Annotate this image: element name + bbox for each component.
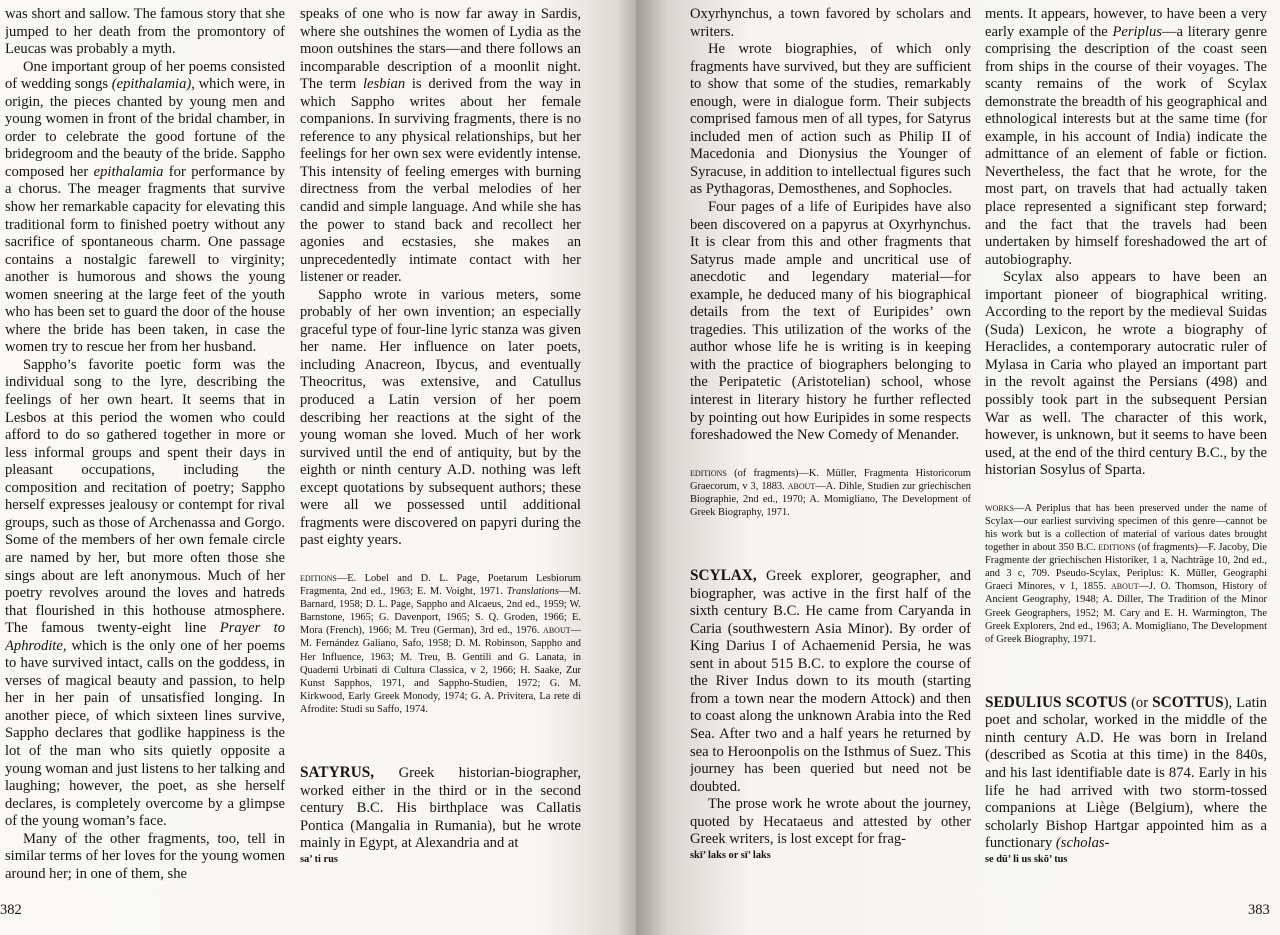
paragraph: Many of the other fragments, too, tell in similar terms of her loves for the young women around her; in one of them, she xyxy=(5,830,285,882)
bibliography-scylax: works—A Periplus that has been preserved under the name of Scylax—our earliest surviving specimen of this genre—cannot be his work but is a collection of material of various dates brought together in about 350 B.C. editions (of fragments)—F. Jacoby, Die Fragmente der griechischen Historiker, 1 a, Nachträge 10, 2nd ed., and 3 c, 709. Pseudo-Scylax, Periplus: K. Müller, Geographi Graeci Minores, v 1, 1855. about—J. O. Thomson, History of Ancient Geography, 1948; A. Diller, The Tradition of the Minor Greek Geographers, 1952; M. Cary and E. H. Warmington, The Greek Explorers, 2nd ed., 1963; A. Momigliano, The Development of Greek Biography, 1971. xyxy=(985,501,1267,645)
paragraph: ments. It appears, however, to have been a very early example of the Periplus—a literary genre comprising the description of the coast seen from ships in the course of their voyages. The scanty remains of the work of Scylax demonstrate the breadth of his geographical and ethnological interests but at the same time (for example, in his account of India) indicate the admittance of an element of fable or fiction. Nevertheless, the fact that he wrote, for the most part, on travels that had actually taken place represented a significant step forward; and the fact that the travels had been undertaken by himself foreshadowed the art of autobiography. xyxy=(985,6,1267,268)
right-column-2 xyxy=(985,6,1267,896)
left-column-2 xyxy=(300,6,581,896)
paragraph: Sappho wrote in various meters, some probably of her own invention; an especially graceful type of four-line lyric stanza was given her name. Her influence on later poets, including Anacreon, Ibycus, and eventually Theocritus, was extensive, and Catullus produced a Latin version of her poem describing her reactions at the sight of the young woman she loved. Much of her work survived until the end of antiquity, but by the eighth or ninth century A.D. nothing was left except quotations by subsequent authors; these were all we possessed until additional fragments were discovered on papyri during the past eighty years. xyxy=(300,286,581,549)
paragraph: speaks of one who is now far away in Sardis, where she outshines the women of Lydia as the moon outshines the stars—and there follows an incomparable description of a moonlit night. The term lesbian is derived from the way in which Sappho writes about her female companions. In surviving fragments, there is no reference to any physical relationships, but her feelings for her own sex were evidently intense. This intensity of feeling emerges with burning directness from the verbal melodies of her candid and simple language. And while she has the power to stand back and recollect her agonies and ecstasies, she makes an unprecedentedly intimate contact with her listener or reader. xyxy=(300,6,581,286)
left-page xyxy=(0,0,636,935)
entry-satyrus: SATYRUS, Greek historian-biographer, worked either in the third or in the second century B.C. His birthplace was Callatis Pontica (Mangalia in Rumania), but he wrote mainly in Egypt, at Alexandria and at xyxy=(300,763,581,852)
paragraph: Sappho’s favorite poetic form was the individual song to the lyre, describing the feelings of her own heart. It seems that in Lesbos at this period the women who could afford to do so gathered together in more or less informal groups and spent their days in pleasant occupations, including the composition and recitation of poetry; Sappho herself expresses jealousy or contempt for rival groups, such as those of Archenassa and Gorgo. Some of the members of her own female circle are named by her, but more often those she sings about are left anonymous. Much of her poetry revolves around the loves and hatreds that flourished in this hothouse atmosphere. The famous twenty-eight line Prayer to Aphrodite, which is the only one of her poems to have survived intact, calls on the goddess, in verses of magical beauty and passion, to help her in her pain of unsatisfied longing. In another piece, of which sixteen lines survive, Sappho declares that godlike happiness is the lot of the man who sits quietly opposite a young woman and just listens to her talking and laughing; however, the poet, as she herself declares, is completely overcome by a glimpse of the young woman’s face. xyxy=(5,356,285,830)
entry-scylax: SCYLAX, Greek explorer, geographer, and biographer, was active in the first half of the sixth century B.C. He came from Caryanda in Caria (southwestern Asia Minor). By order of King Darius I of Achaemenid Persia, he was sent in about 515 B.C. to explore the course of the River Indus down to its mouth (starting from a town near the modern Attock) and then to coast along the unknown Arabia into the Red Sea. After two and a half years he returned by sea to Heroonpolis on the Isthmus of Suez. This journey has been queried but need not be doubted. xyxy=(690,567,971,795)
page-number: 383 xyxy=(1248,902,1270,918)
right-column-1 xyxy=(690,6,971,896)
page-number: 382 xyxy=(0,902,22,918)
paragraph: He wrote biographies, of which only fragments have survived, but they are sufficient to show that some of the studies, remarkably enough, were in dialogue form. Their subjects comprised famous men of all types, for Satyrus included men of action such as Philip II of Macedonia and Dionysius the Younger of Syracuse, in addition to intellectual figures such as Pythagoras, Demosthenes, and Sophocles. xyxy=(690,41,971,198)
paragraph: was short and sallow. The famous story that she jumped to her death from the promontory of Leucas was probably a myth. xyxy=(5,6,285,58)
entry-sedulius-scotus: SEDULIUS SCOTUS (or SCOTTUS), Latin poet and scholar, worked in the middle of the ninth century A.D. He was born in Ireland (described as Scotia at this time) in the 840s, and his last identifiable date is 874. Early in his life he had arrived with two storm-tossed companions at Liège (Belgium), where the scholarly Bishop Hartgar appointed him as a functionary (scholas- xyxy=(985,693,1267,852)
pronunciation: sa’ ti rus xyxy=(300,853,338,865)
bibliography-sappho: editions—E. Lobel and D. L. Page, Poetarum Lesbiorum Fragmenta, 2nd ed., 1963; E. M. Voight, 1971. Translations—M. Barnard, 1958; D. L. Page, Sappho and Alcaeus, 2nd ed., 1959; W. Barnstone, 1965; G. Davenport, 1965; S. Q. Groden, 1966; E. Mora (French), 1966; M. Treu (German), 3rd ed., 1976. about—M. Fernández Galiano, Safo, 1958; D. M. Robinson, Sappho and Her Influence, 1963; M. Treu, B. Gentili and G. Lanata, in Quaderni Urbinati di Cultura Classica, v 2, 1966; H. Saake, Zur Kunst Sapphos, 1971, and Sappho-Studien, 1972; G. M. Kirkwood, Early Greek Monody, 1974; G. A. Privitera, La rete di Afrodite: Studi su Saffo, 1974. xyxy=(300,571,581,715)
pronunciation: skī’ laks or sī’ laks xyxy=(690,849,771,861)
paragraph: One important group of her poems consisted of wedding songs (epithalamia), which were, in origin, the pieces chanted by young men and young women in front of the bridal chamber, in order to celebrate the good fortune of the bridegroom and the beauty of the bride. Sappho composed her epithalamia for performance by a chorus. The meager fragments that survive show her remarkable capacity for elevating this traditional form to finished poetry without any sacrifice of spontaneous charm. One passage contains a nostalgic farewell to virginity; another is humorous and shows the young women sneering at the large feet of the youth who has been set to guard the door of the house where the bride has been taken, in case the women try to rescue her from her husband. xyxy=(5,58,285,356)
pronunciation: se dū’ li us skō’ tus xyxy=(985,853,1068,865)
right-page xyxy=(636,0,1280,935)
paragraph: Oxyrhynchus, a town favored by scholars and writers. xyxy=(690,6,971,40)
paragraph: Scylax also appears to have been an important pioneer of biographical writing. According to the report by the medieval Suidas (Suda) Lexicon, he wrote a biography of Heraclides, a contemporary autocratic ruler of Mylasa in Caria who played an important part in the revolt against the Persians (498) and possibly took part in the subsequent Persian War as well. The character of this work, however, is unknown, but it seems to have been used, at the end of the third century B.C., by the historian Sosylus of Sparta. xyxy=(985,269,1267,479)
paragraph: Four pages of a life of Euripides have also been discovered on a papyrus at Oxyrhynchus. It is clear from this and other fragments that Satyrus made ample and uncritical use of anecdotic and legendary material—for example, he deduced many of his biographical details from the text of Euripides’ own tragedies. This utilization of the works of the author whose life he is writing is in keeping with the practice of biographers belonging to the Peripatetic (Aristotelian) school, whose interest in literary history he further reflected by pointing out how Euripides in some respects foreshadowed the New Comedy of Menander. xyxy=(690,199,971,444)
bibliography-satyrus: editions (of fragments)—K. Müller, Fragmenta Historicorum Graecorum, v 3, 1883. about—A. Dihle, Studien zur griechischen Biographie, 2nd ed., 1970; A. Momigliano, The Development of Greek Biography, 1971. xyxy=(690,466,971,518)
paragraph: The prose work he wrote about the journey, quoted by Hecataeus and attested by other Greek writers, is lost except for frag- xyxy=(690,796,971,848)
left-column-1 xyxy=(5,6,285,902)
